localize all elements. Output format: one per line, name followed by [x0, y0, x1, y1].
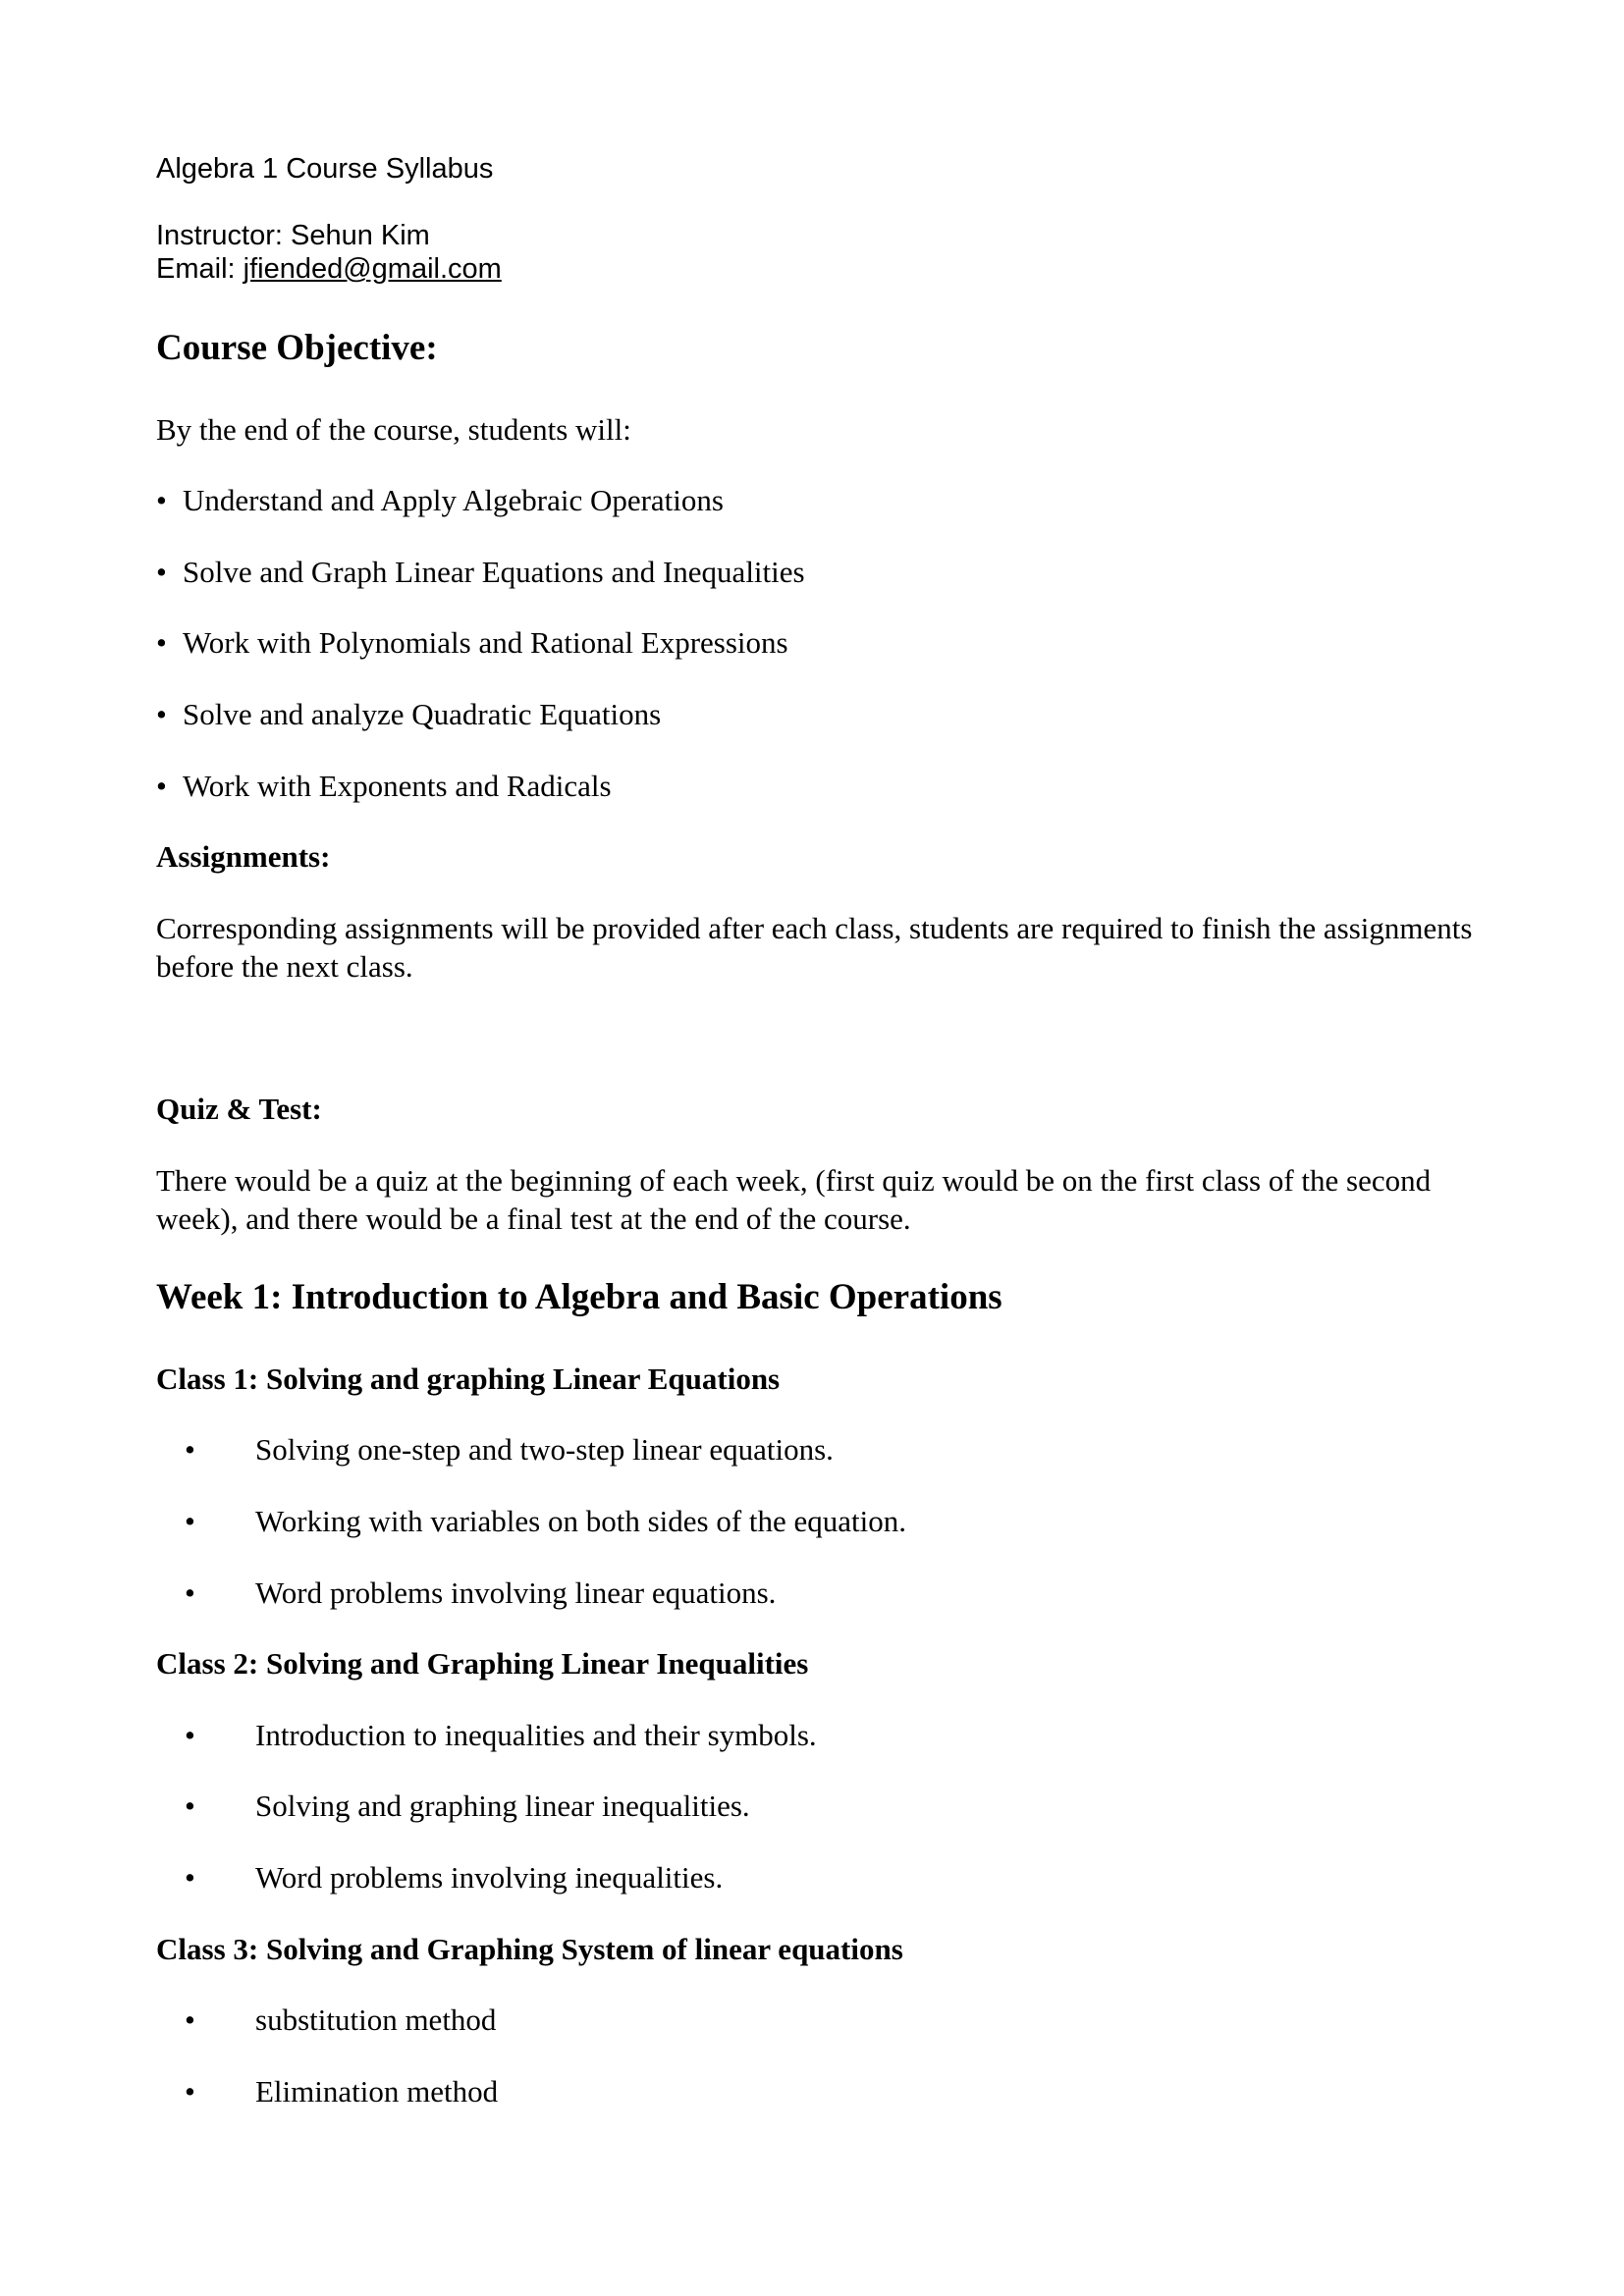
email-link[interactable]: jfiended@gmail.com: [243, 253, 502, 285]
bullet-icon: •: [185, 1718, 195, 1752]
class-item-text: Word problems involving linear equations.: [255, 1575, 777, 1610]
assignments-text: Corresponding assignments will be provided after each class, students are required to finish the assignments before the next class.: [156, 911, 1473, 984]
bullet-icon: •: [156, 483, 167, 517]
class-item-text: Introduction to inequalities and their symbols.: [255, 1718, 817, 1752]
email-label: Email:: [156, 253, 244, 285]
bullet-icon: •: [185, 1575, 195, 1610]
objective-item-text: Work with Exponents and Radicals: [183, 769, 612, 803]
class-item-text: Solving and graphing linear inequalities.: [255, 1789, 750, 1823]
bullet-icon: •: [185, 1432, 195, 1467]
instructor-line: Instructor: Sehun Kim: [156, 220, 430, 251]
document-title: Algebra 1 Course Syllabus: [156, 153, 494, 185]
bullet-icon: •: [156, 769, 167, 803]
assignments-heading: Assignments:: [156, 839, 331, 874]
objective-item-text: Understand and Apply Algebraic Operations: [183, 483, 724, 517]
objective-item-text: Work with Polynomials and Rational Expressions: [183, 625, 788, 660]
email-line: [156, 252, 502, 286]
bullet-icon: •: [185, 2074, 195, 2109]
class-item-text: Working with variables on both sides of the equation.: [255, 1504, 907, 1538]
bullet-icon: •: [185, 2002, 195, 2037]
objective-heading: Course Objective:: [156, 328, 438, 368]
quiz-heading: Quiz & Test:: [156, 1092, 322, 1126]
week1-heading: Week 1: Introduction to Algebra and Basic Operations: [156, 1277, 1002, 1317]
objective-item-text: Solve and Graph Linear Equations and Inequalities: [183, 555, 805, 589]
class-heading: Class 3: Solving and Graphing System of linear equations: [156, 1932, 903, 1966]
bullet-icon: •: [185, 1789, 195, 1823]
class-heading: Class 1: Solving and graphing Linear Equations: [156, 1362, 781, 1396]
class-item-text: Solving one-step and two-step linear equations.: [255, 1432, 834, 1467]
class-item-text: Word problems involving inequalities.: [255, 1860, 724, 1895]
objective-item-text: Solve and analyze Quadratic Equations: [183, 697, 662, 731]
objective-intro: By the end of the course, students will:: [156, 412, 631, 447]
class-heading: Class 2: Solving and Graphing Linear Inequalities: [156, 1646, 809, 1681]
class-item-text: substitution method: [255, 2002, 497, 2037]
class-item-text: Elimination method: [255, 2074, 499, 2109]
bullet-icon: •: [156, 697, 167, 731]
bullet-icon: •: [185, 1860, 195, 1895]
bullet-icon: •: [185, 1504, 195, 1538]
quiz-text: There would be a quiz at the beginning of each week, (first quiz would be on the first class of the second week), and there would be a final test at the end of the course.: [156, 1163, 1432, 1236]
bullet-icon: •: [156, 625, 167, 660]
bullet-icon: •: [156, 555, 167, 589]
